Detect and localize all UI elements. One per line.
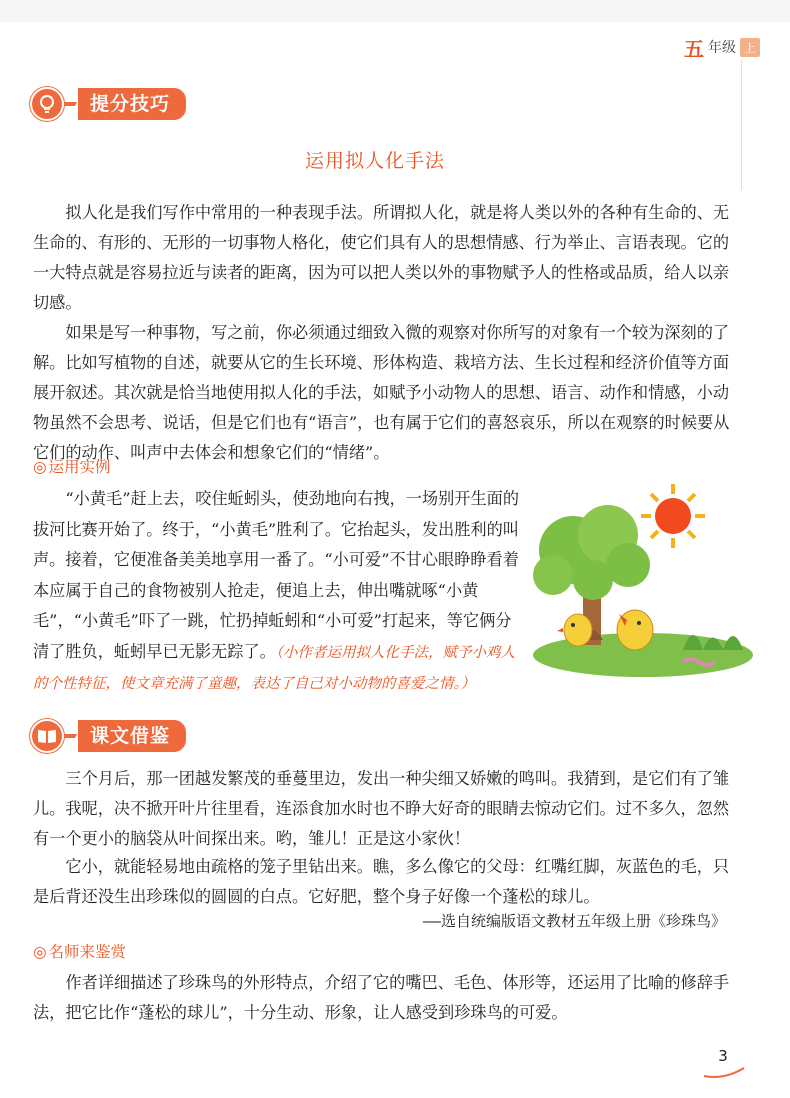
grade-label: [683, 36, 760, 61]
source-citation: ——选自统编版语文教材五年级上册《珍珠鸟》: [422, 912, 726, 930]
book-icon: [30, 719, 64, 753]
page-number: 3: [718, 1047, 728, 1065]
chicks-under-tree-illustration: [533, 480, 763, 685]
review-heading: ◎ 名师来鉴赏: [33, 943, 127, 961]
example-body: “小黄毛”赶上去，咬住蚯蚓头，使劲地向右拽，一场别开生面的拔河比赛开始了。终于，“小黄毛”胜利了。它抬起头，发出胜利的叫声。接着，它便准备美美地享用一番了。“小可爱”不甘心眼睁睁看着本应属于自己的食物被别人抢走，便追上去，伸出嘴就啄“小黄毛”，“小黄毛”吓了一跳，忙扔掉蚯蚓和“小可爱”打起来，等它俩分清了胜负，蚯蚓早已无影无踪了。: [33, 489, 520, 661]
grade-text: 年级: [707, 40, 736, 56]
paragraph-1: 拟人化是我们写作中常用的一种表现手法。所谓拟人化，就是将人类以外的各种有生命的、无生命的、有形的、无形的一切事物人格化，使它们具有人的思想情感、行为举止、言语表现。它的一大特点就是容易拉近与读者的距离，因为可以把人类以外的事物赋予人的性格或品质，给人以亲切感。: [33, 203, 730, 312]
lightbulb-icon: [30, 87, 64, 121]
paragraph-4: 它小，就能轻易地由疏格的笼子里钻出来。瞧，多么像它的父母：红嘴红脚，灰蓝色的毛，只是后背还没生出珍珠似的圆圆的白点。它好肥，整个身子好像一个蓬松的球儿。: [33, 857, 730, 906]
paragraph-2: 如果是写一种事物，写之前，你必须通过细致入微的观察对你所写的对象有一个较为深刻的了解。比如写植物的自述，就要从它的生长环境、形体构造、栽培方法、生长过程和经济价值等方面展开叙述。其次就是恰当地使用拟人化的手法，如赋予小动物人的思想、语言、动作和情感，小动物虽然不会思考、说话，但是它们也有“语言”，也有属于它们的喜怒哀乐，所以在观察的时候要从它们的动作、叫声中去体会和想象它们的“情绪”。: [33, 323, 730, 462]
section-title: 运用拟人化手法: [304, 150, 445, 172]
top-margin: [0, 0, 790, 22]
paragraph-3: 三个月后，那一团越发繁茂的垂蔓里边，发出一种尖细又娇嫩的鸣叫。我猜到，是它们有了雏儿。我呢，决不掀开叶片往里看，连添食加水时也不睁大好奇的眼睛去惊动它们。过不多久，忽然有一个更小的脑袋从叶间探出来。哟，雏儿！正是这小家伙！: [33, 769, 730, 848]
section-tag-text: [30, 718, 186, 754]
section-tag-label: 提分技巧: [78, 88, 186, 120]
section-tag-label: 课文借鉴: [78, 720, 186, 752]
example-text: [33, 484, 525, 700]
grade-number: 五: [683, 36, 704, 61]
review-text: 作者详细描述了珍珠鸟的外形特点，介绍了它的嘴巴、毛色、体形等，还运用了比喻的修辞手法，把它比作“蓬松的球儿”，十分生动、形象，让人感受到珍珠鸟的可爱。: [33, 973, 730, 1022]
ring-bullet-icon: ◎: [33, 943, 47, 961]
sun-icon: [641, 484, 705, 548]
section-tag-tips: [30, 86, 186, 122]
term-badge: 上: [740, 38, 760, 57]
chick-right-icon: [617, 610, 653, 650]
example-note: （小作者运用拟人化手法，赋予小鸡人的个性特征，使文章充满了童趣，表达了自己对小动物的喜爱之情。）: [33, 644, 516, 692]
ring-bullet-icon: ◎: [33, 458, 47, 476]
example-heading: ◎ 运用实例: [33, 458, 111, 476]
